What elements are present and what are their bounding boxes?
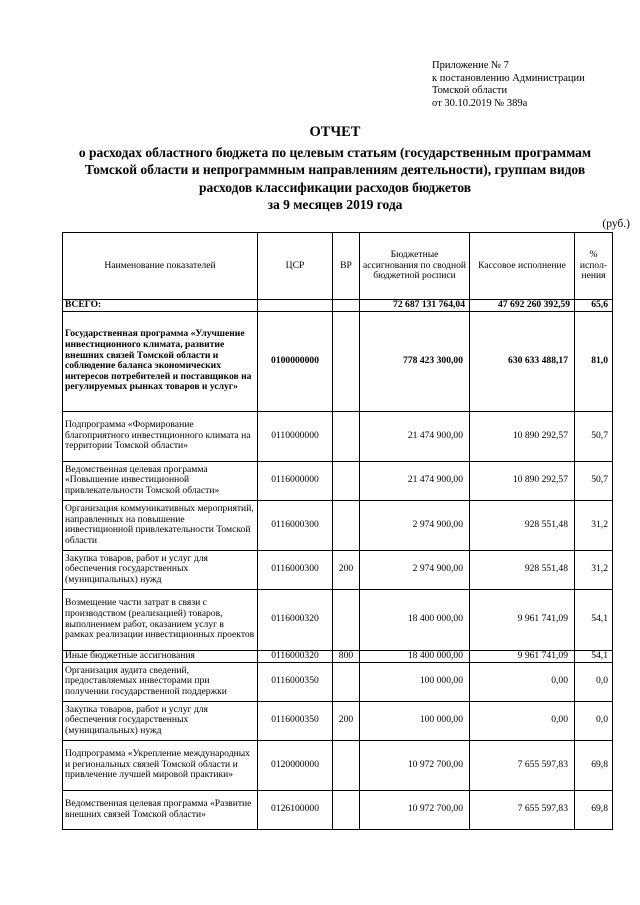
cell-vr [333, 790, 360, 829]
cell-vr [333, 311, 360, 411]
table-row [63, 740, 613, 790]
cell-pct: 31,2 [575, 550, 613, 589]
report-title-line: за 9 месяцев 2019 года [267, 197, 403, 212]
table-row [63, 701, 613, 740]
cell-csr: 0120000000 [258, 740, 333, 790]
cell-vr: 800 [333, 650, 360, 662]
cell-budget: 778 423 300,00 [360, 311, 470, 411]
cell-csr: 0116000300 [258, 550, 333, 589]
appendix-line: Томской области [432, 85, 508, 96]
header-cash: Кассовое исполнение [470, 233, 575, 300]
table-row [63, 500, 613, 550]
cell-vr [333, 500, 360, 550]
cell-vr [333, 461, 360, 500]
cell-budget: 18 400 000,00 [360, 650, 470, 662]
cell-vr [333, 662, 360, 701]
cell-csr: 0110000000 [258, 411, 333, 461]
cell-cash: 928 551,48 [470, 550, 575, 589]
header-vr: ВР [333, 233, 360, 300]
cell-pct: 54,1 [575, 650, 613, 662]
cell-csr: 0116000300 [258, 500, 333, 550]
cell-pct: 31,2 [575, 500, 613, 550]
appendix-line: Приложение № 7 [432, 60, 509, 71]
cell-pct: 0,0 [575, 701, 613, 740]
cell-csr: 0100000000 [258, 311, 333, 411]
cell-budget: 21 474 900,00 [360, 411, 470, 461]
cell-vr: 200 [333, 550, 360, 589]
cell-cash: 0,00 [470, 662, 575, 701]
report-title-line: расходов классификации расходов бюджетов [198, 179, 472, 195]
cell-budget: 100 000,00 [360, 701, 470, 740]
cell-csr: 0116000320 [258, 650, 333, 662]
cell-pct: 50,7 [575, 411, 613, 461]
cell-name: Ведомственная целевая программа «Повышение инвестиционной привлекательности Томской области» [63, 461, 258, 500]
cell-name: Закупка товаров, работ и услуг для обеспечения государственных (муниципальных) нужд [63, 701, 258, 740]
cell-name: Возмещение части затрат в связи с производством (реализацией) товаров, выполнением работ, оказанием услуг в рамках реализации инвестиционных проектов [63, 589, 258, 650]
table-row [63, 411, 613, 461]
cell-cash: 10 890 292,57 [470, 411, 575, 461]
cell-pct: 54,1 [575, 589, 613, 650]
report-title-line: Томской области и непрограммным направлениям деятельности), группам видов [84, 162, 586, 177]
cell-csr: 0126100000 [258, 790, 333, 829]
cell-pct: 0,0 [575, 662, 613, 701]
cell-pct: 69,8 [575, 790, 613, 829]
cell-vr [333, 740, 360, 790]
header-name: Наименование показателей [63, 233, 258, 300]
cell-name: Подпрограмма «Укрепление международных и региональных связей Томской области и привлечение лучшей мировой практики» [63, 740, 258, 790]
table-row-total [63, 300, 613, 312]
cell-csr: 0116000320 [258, 589, 333, 650]
cell-budget: 10 972 700,00 [360, 790, 470, 829]
report-title-main: ОТЧЕТ [309, 124, 361, 140]
cell-cash: 10 890 292,57 [470, 461, 575, 500]
cell-budget: 2 974 900,00 [360, 500, 470, 550]
cell-csr [258, 300, 333, 312]
report-title-line: о расходах областного бюджета по целевым статьям (государственным программам [78, 144, 592, 160]
cell-cash: 47 692 260 392,59 [470, 300, 575, 312]
cell-vr [333, 589, 360, 650]
cell-name: Ведомственная целевая программа «Развитие внешних связей Томской области» [63, 790, 258, 829]
cell-csr: 0116000000 [258, 461, 333, 500]
cell-budget: 21 474 900,00 [360, 461, 470, 500]
cell-name: ВСЕГО: [63, 300, 258, 312]
cell-pct: 65,6 [575, 300, 613, 312]
table-row [63, 662, 613, 701]
cell-pct: 81,0 [575, 311, 613, 411]
cell-pct: 69,8 [575, 740, 613, 790]
header-csr: ЦСР [258, 233, 333, 300]
cell-name: Иные бюджетные ассигнования [63, 650, 258, 662]
header-budget: Бюджетные ассигнования по сводной бюджетной росписи [360, 233, 470, 300]
table-row [63, 589, 613, 650]
appendix-line: от 30.10.2019 № 389а [432, 97, 528, 109]
cell-cash: 7 655 597,83 [470, 740, 575, 790]
header-pct: % испол-нения [575, 233, 613, 300]
expenditure-table [62, 232, 613, 830]
cell-name: Организация аудита сведений, предоставляемых инвесторами при получении государственной поддержки [63, 662, 258, 701]
cell-budget: 72 687 131 764,04 [360, 300, 470, 312]
cell-csr: 0116000350 [258, 662, 333, 701]
table-row [63, 311, 613, 411]
cell-name: Подпрограмма «Формирование благоприятного инвестиционного климата на территории Томской области» [63, 411, 258, 461]
cell-vr [333, 411, 360, 461]
cell-budget: 2 974 900,00 [360, 550, 470, 589]
cell-name: Закупка товаров, работ и услуг для обеспечения государственных (муниципальных) нужд [63, 550, 258, 589]
table-row [63, 790, 613, 829]
report-title [40, 124, 630, 214]
cell-cash: 928 551,48 [470, 500, 575, 550]
cell-name: Организация коммуникативных мероприятий, направленных на повышение инвестиционной привлекательности Томской области [63, 500, 258, 550]
appendix-line: к постановлению Администрации [432, 72, 585, 84]
table-row [63, 650, 613, 662]
cell-name: Государственная программа «Улучшение инвестиционного климата, развитие внешних связей Томской области и соблюдение баланса экономических интересов потребителей и поставщиков на регулируемых рынках товаров и услуг» [63, 311, 258, 411]
cell-cash: 0,00 [470, 701, 575, 740]
appendix-note [432, 60, 632, 110]
units-label: (руб.) [602, 218, 630, 230]
cell-budget: 10 972 700,00 [360, 740, 470, 790]
cell-cash: 9 961 741,09 [470, 589, 575, 650]
table-row [63, 461, 613, 500]
cell-cash: 630 633 488,17 [470, 311, 575, 411]
table-header-row [63, 233, 613, 300]
cell-vr: 200 [333, 701, 360, 740]
cell-pct: 50,7 [575, 461, 613, 500]
cell-vr [333, 300, 360, 312]
cell-budget: 18 400 000,00 [360, 589, 470, 650]
cell-budget: 100 000,00 [360, 662, 470, 701]
cell-csr: 0116000350 [258, 701, 333, 740]
table-row [63, 550, 613, 589]
cell-cash: 9 961 741,09 [470, 650, 575, 662]
cell-cash: 7 655 597,83 [470, 790, 575, 829]
